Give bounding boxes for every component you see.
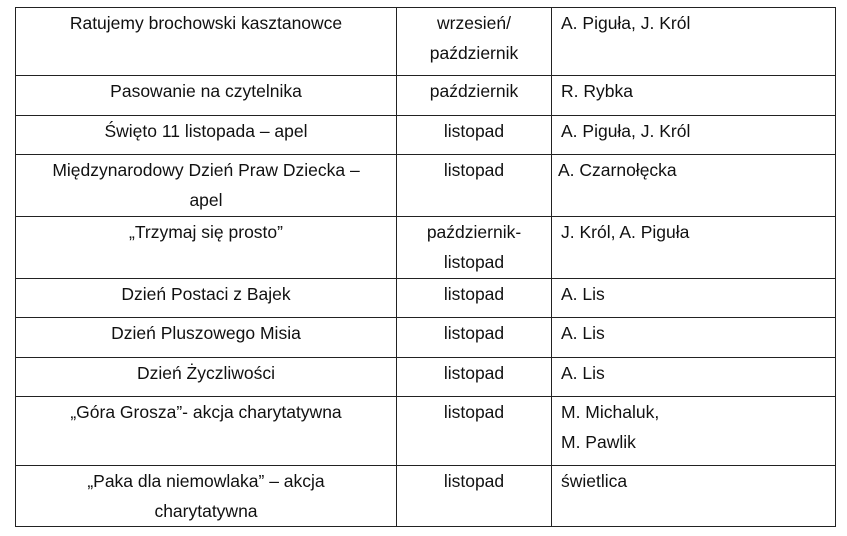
event-cell	[16, 155, 397, 217]
table-row	[16, 217, 836, 279]
event-cell	[16, 8, 397, 76]
event-text: Pasowanie na czytelnika	[110, 81, 302, 101]
event-cell	[16, 358, 397, 397]
person-text: A. Lis	[561, 323, 605, 343]
month-text: listopad	[443, 471, 505, 491]
table-row	[16, 155, 836, 217]
month-cell	[397, 217, 552, 279]
person-text: A. Lis	[561, 363, 605, 383]
event-cell	[16, 397, 397, 466]
month-cell	[397, 358, 552, 397]
person-text: świetlica	[561, 471, 628, 491]
month-cell	[397, 279, 552, 318]
event-text: charytatywna	[154, 501, 258, 521]
month-text: październik	[429, 43, 519, 63]
person-text: M. Pawlik	[561, 432, 636, 452]
event-text: Dzień Pluszowego Misia	[111, 323, 301, 343]
month-cell	[397, 8, 552, 76]
person-cell	[552, 116, 836, 155]
event-text: apel	[189, 190, 223, 210]
month-cell	[397, 76, 552, 116]
table-row	[16, 76, 836, 116]
person-cell	[552, 8, 836, 76]
month-cell	[397, 397, 552, 466]
person-text: A. Piguła, J. Król	[561, 121, 691, 141]
person-text: A. Lis	[561, 284, 605, 304]
person-text: A. Czarnołęcka	[558, 160, 677, 180]
event-text: „Trzymaj się prosto”	[129, 222, 283, 242]
person-text: J. Król, A. Piguła	[561, 222, 690, 242]
person-cell	[552, 318, 836, 358]
event-text: Dzień Życzliwości	[136, 363, 276, 383]
table-row	[16, 116, 836, 155]
person-cell	[552, 358, 836, 397]
table-row	[16, 466, 836, 527]
schedule-table	[15, 7, 836, 527]
month-text: listopad	[443, 121, 505, 141]
table-row	[16, 279, 836, 318]
event-cell	[16, 466, 397, 527]
month-cell	[397, 155, 552, 217]
person-cell	[552, 466, 836, 527]
event-cell	[16, 318, 397, 358]
month-text: listopad	[443, 160, 505, 180]
event-text: Dzień Postaci z Bajek	[121, 284, 291, 304]
person-cell	[552, 155, 836, 217]
month-cell	[397, 466, 552, 527]
event-cell	[16, 217, 397, 279]
month-text: listopad	[443, 284, 505, 304]
event-text: „Paka dla niemowlaka” – akcja	[87, 471, 325, 491]
table-row	[16, 397, 836, 466]
month-cell	[397, 318, 552, 358]
month-text: listopad	[443, 363, 505, 383]
month-cell	[397, 116, 552, 155]
month-text: październik-	[426, 222, 522, 242]
month-text: listopad	[443, 323, 505, 343]
month-text: listopad	[443, 402, 505, 422]
event-text: Ratujemy brochowski kasztanowce	[69, 13, 343, 33]
person-cell	[552, 279, 836, 318]
person-text: R. Rybka	[561, 81, 633, 101]
event-text: „Góra Grosza”- akcja charytatywna	[70, 402, 342, 422]
person-cell	[552, 217, 836, 279]
table-row	[16, 8, 836, 76]
event-cell	[16, 279, 397, 318]
person-text: A. Piguła, J. Król	[561, 13, 691, 33]
person-text: M. Michaluk,	[561, 402, 660, 422]
month-text: październik	[429, 81, 519, 101]
table-row	[16, 318, 836, 358]
month-text: listopad	[443, 252, 505, 272]
event-cell	[16, 116, 397, 155]
event-cell	[16, 76, 397, 116]
person-cell	[552, 76, 836, 116]
event-text: Międzynarodowy Dzień Praw Dziecka –	[52, 160, 360, 180]
event-text: Święto 11 listopada – apel	[104, 121, 308, 141]
table-row	[16, 358, 836, 397]
person-cell	[552, 397, 836, 466]
month-text: wrzesień/	[437, 13, 511, 33]
